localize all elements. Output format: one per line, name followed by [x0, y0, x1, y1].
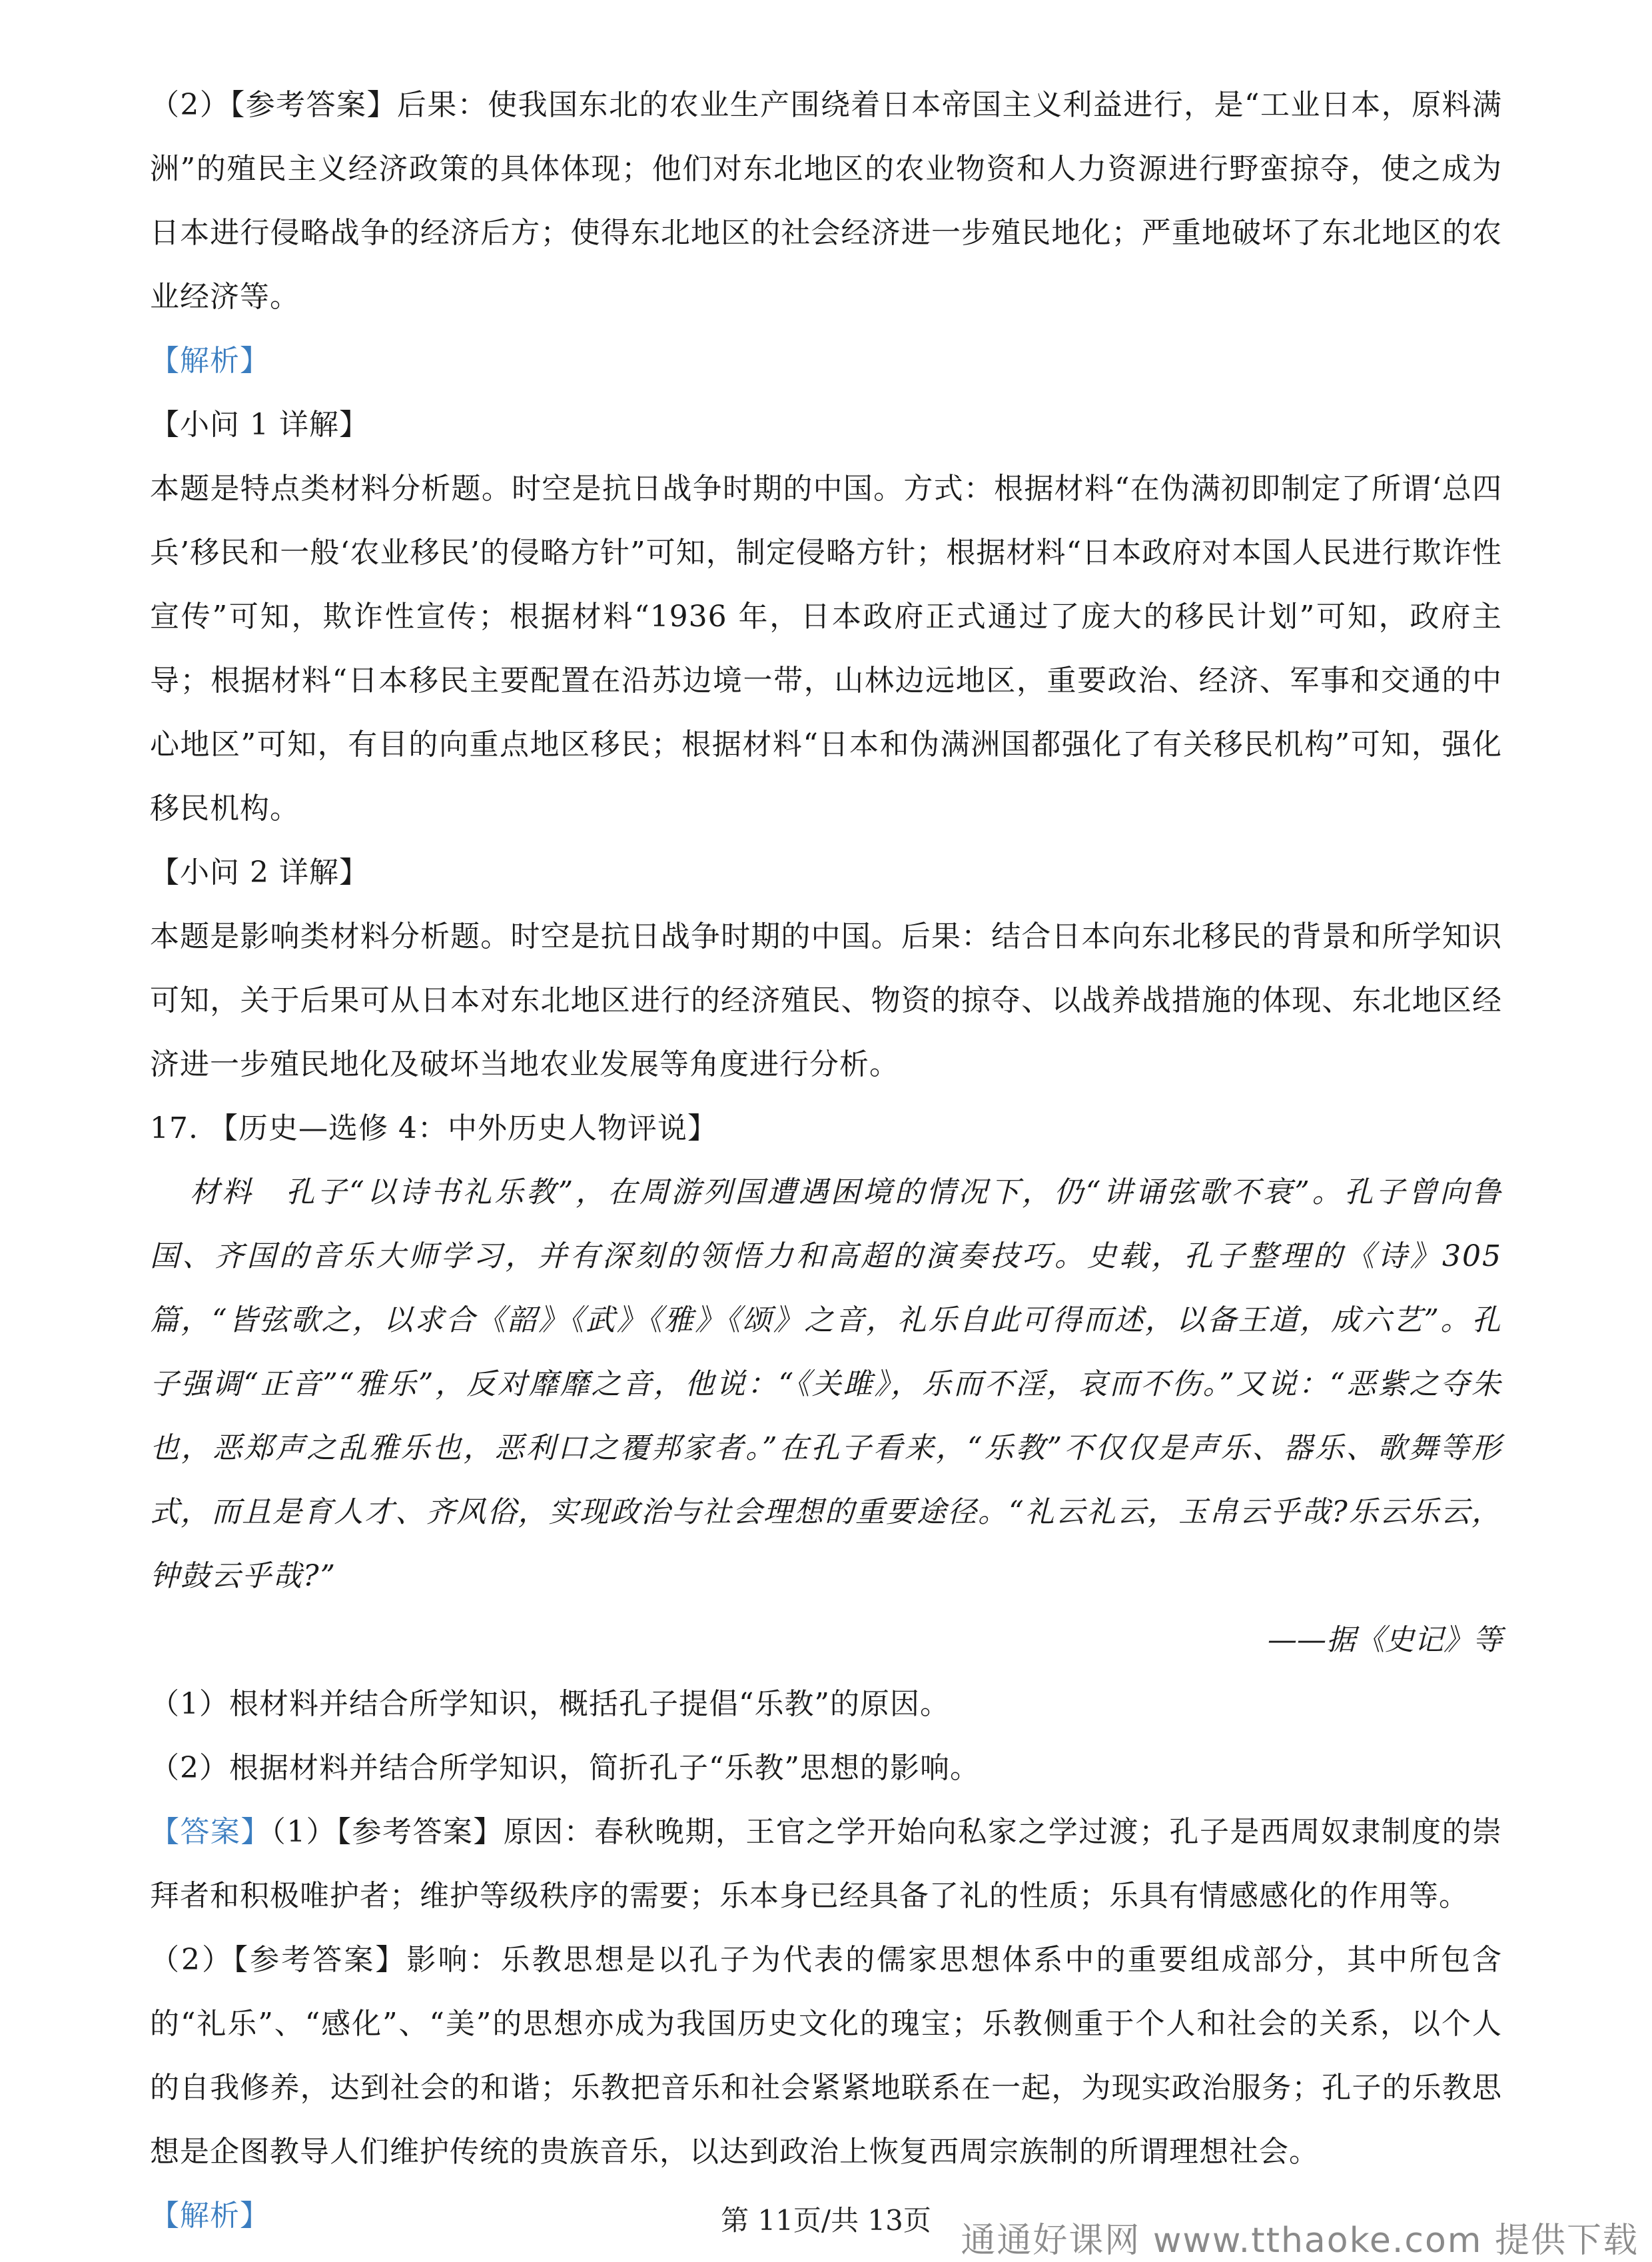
page-number: 第 11页/共 13页	[721, 2204, 931, 2237]
answer-17-1-paragraph	[150, 1800, 1502, 1928]
answer-17-2-text: 影响：乐教思想是以孔子为代表的儒家思想体系中的重要组成部分，其中所包含的“礼乐”、“感化”、“美”的思想亦成为我国历史文化的瑰宝；乐教侧重于个人和社会的关系，以个人的自我修养，达到社会的和谐；乐教把音乐和社会紧紧地联系在一起，为现实政治服务；孔子的乐教思想是企图教导人们维护传统的贵族音乐，以达到政治上恢复西周宗族制的所谓理想社会。	[150, 1943, 1503, 2169]
watermark-text: 通通好课网 www.tthaoke.com 提供下载	[961, 2221, 1639, 2261]
question-17-sub1: （1）根材料并结合所学知识，概括孔子提倡“乐教”的原因。	[150, 1687, 950, 1721]
answer-2-text: 后果：使我国东北的农业生产围绕着日本帝国主义利益进行，是“工业日本，原料满洲”的殖民主义经济政策的具体体现；他们对东北地区的农业物资和人力资源进行野蛮掠夺，使之成为日本进行侵略战争的经济后方；使得东北地区的社会经济进一步殖民地化；严重地破坏了东北地区的农业经济等。	[150, 88, 1502, 314]
question-17-title: 17. 【历史—选修 4：中外历史人物评说】	[150, 1111, 717, 1145]
answer-label: 【答案】	[150, 1815, 271, 1849]
page-content	[150, 73, 1502, 2248]
answer-2-paragraph	[150, 73, 1502, 329]
material-source: ——据《史记》等	[1268, 1623, 1502, 1657]
answer-17-1-prefix: （1）【参考答案】	[270, 1815, 504, 1849]
question-17-sub2: （2）根据材料并结合所学知识，简折孔子“乐教”思想的影响。	[150, 1751, 980, 1785]
q1-detail-label: 【小问 1 详解】	[150, 408, 369, 442]
analysis-label-2: 【解析】	[150, 2199, 270, 2233]
answer-17-1-text: 原因：春秋晚期，王官之学开始向私家之学过渡；孔子是西周奴隶制度的崇拜者和积极唯护者；维护等级秩序的需要；乐本身已经具备了礼的性质；乐具有情感感化的作用等。	[150, 1815, 1503, 1913]
answer-2-prefix: （2）【参考答案】	[150, 88, 397, 122]
material-text: 材料 孔子“以诗书礼乐教”，在周游列国遭遇困境的情况下，仍“讲诵弦歌不衰”。孔子曾向鲁国、齐国的音乐大师学习，并有深刻的领悟力和高超的演奏技巧。史载，孔子整理的《诗》305 篇，“皆弦歌之，以求合《韶》《武》《雅》《颂》之音，礼乐自此可得而述，以备王道，成六艺”。孔子强调“正音”“雅乐”，反对靡靡之音，他说：“《关雎》，乐而不淫，哀而不伤。”又说：“恶紫之夺朱也，恶郑声之乱雅乐也，恶利口之覆邦家者。”在孔子看来，“乐教”不仅仅是声乐、器乐、歌舞等形式，而且是育人才、齐风俗，实现政治与社会理想的重要途径。“礼云礼云，玉帛云乎哉?乐云乐云，钟鼓云乎哉?”	[150, 1175, 1502, 1593]
q2-detail-label: 【小问 2 详解】	[150, 855, 369, 889]
analysis-label: 【解析】	[150, 344, 270, 378]
q1-detail-text: 本题是特点类材料分析题。时空是抗日战争时期的中国。方式：根据材料“在伪满初即制定了所谓‘总四兵’移民和一般‘农业移民’的侵略方针”可知，制定侵略方针；根据材料“日本政府对本国人民进行欺诈性宣传”可知，欺诈性宣传；根据材料“1936 年，日本政府正式通过了庞大的移民计划”可知，政府主导；根据材料“日本移民主要配置在沿苏边境一带，山林边远地区，重要政治、经济、军事和交通的中心地区”可知，有目的向重点地区移民；根据材料“日本和伪满洲国都强化了有关移民机构”可知，强化移民机构。	[150, 472, 1502, 826]
answer-17-2-prefix: （2）【参考答案】	[150, 1943, 407, 1977]
q2-detail-text: 本题是影响类材料分析题。时空是抗日战争时期的中国。后果：结合日本向东北移民的背景和所学知识可知，关于后果可从日本对东北地区进行的经济殖民、物资的掠夺、以战养战措施的体现、东北地区经济进一步殖民地化及破坏当地农业发展等角度进行分析。	[150, 919, 1502, 1081]
answer-17-2-paragraph	[150, 1928, 1502, 2184]
